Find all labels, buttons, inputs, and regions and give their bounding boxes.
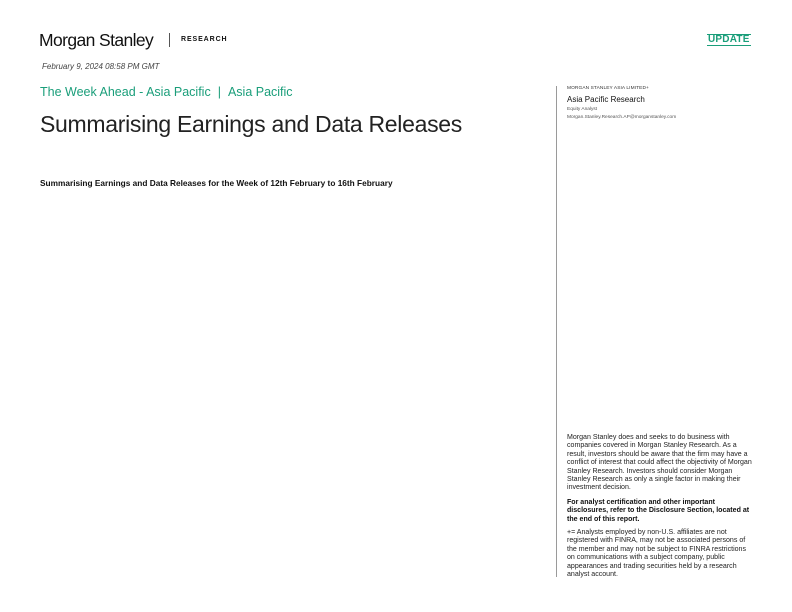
report-date: February 9, 2024 08:58 PM GMT — [42, 62, 160, 71]
team-name: Asia Pacific Research — [567, 95, 645, 104]
contact-email[interactable]: Morgan.Stanley.Research.AP@morganstanley.com — [567, 115, 677, 120]
conflict-disclaimer: Morgan Stanley does and seeks to do business with companies covered in Morgan Stanley Research. As a result, investors should be aware that the firm may have a conflict of interest that could affect the objectivity of Morgan Stanley Research. Investors should consider Morgan Stanley Research as only a single factor in making their investment decision. — [567, 434, 752, 492]
report-subtitle: Summarising Earnings and Data Releases for the Week of 12th February to 16th February — [40, 178, 393, 188]
report-series — [40, 85, 293, 99]
research-label: RESEARCH — [181, 36, 228, 43]
entity-name: MORGAN STANLEY ASIA LIMITED+ — [567, 86, 649, 91]
region-name[interactable]: Asia Pacific — [227, 85, 293, 99]
sidebar-divider — [556, 86, 557, 577]
update-badge: UPDATE — [708, 34, 750, 45]
series-name[interactable]: The Week Ahead - Asia Pacific — [40, 85, 211, 99]
morgan-stanley-logo: Morgan Stanley — [39, 30, 154, 50]
analyst-role: Equity Analyst — [567, 107, 598, 112]
logo-divider — [169, 33, 170, 47]
finra-footnote: += Analysts employed by non-U.S. affiliates are not registered with FINRA, may not be associated persons of the member and may not be subject to FINRA restrictions on communications with a subject company, public appearances and trading securities held by a research analyst account. — [567, 529, 746, 579]
certification-note: For analyst certification and other important disclosures, refer to the Disclosure Section, located at the end of this report. — [567, 499, 750, 523]
series-separator: | — [217, 85, 221, 99]
page-title: Summarising Earnings and Data Releases — [40, 111, 462, 137]
